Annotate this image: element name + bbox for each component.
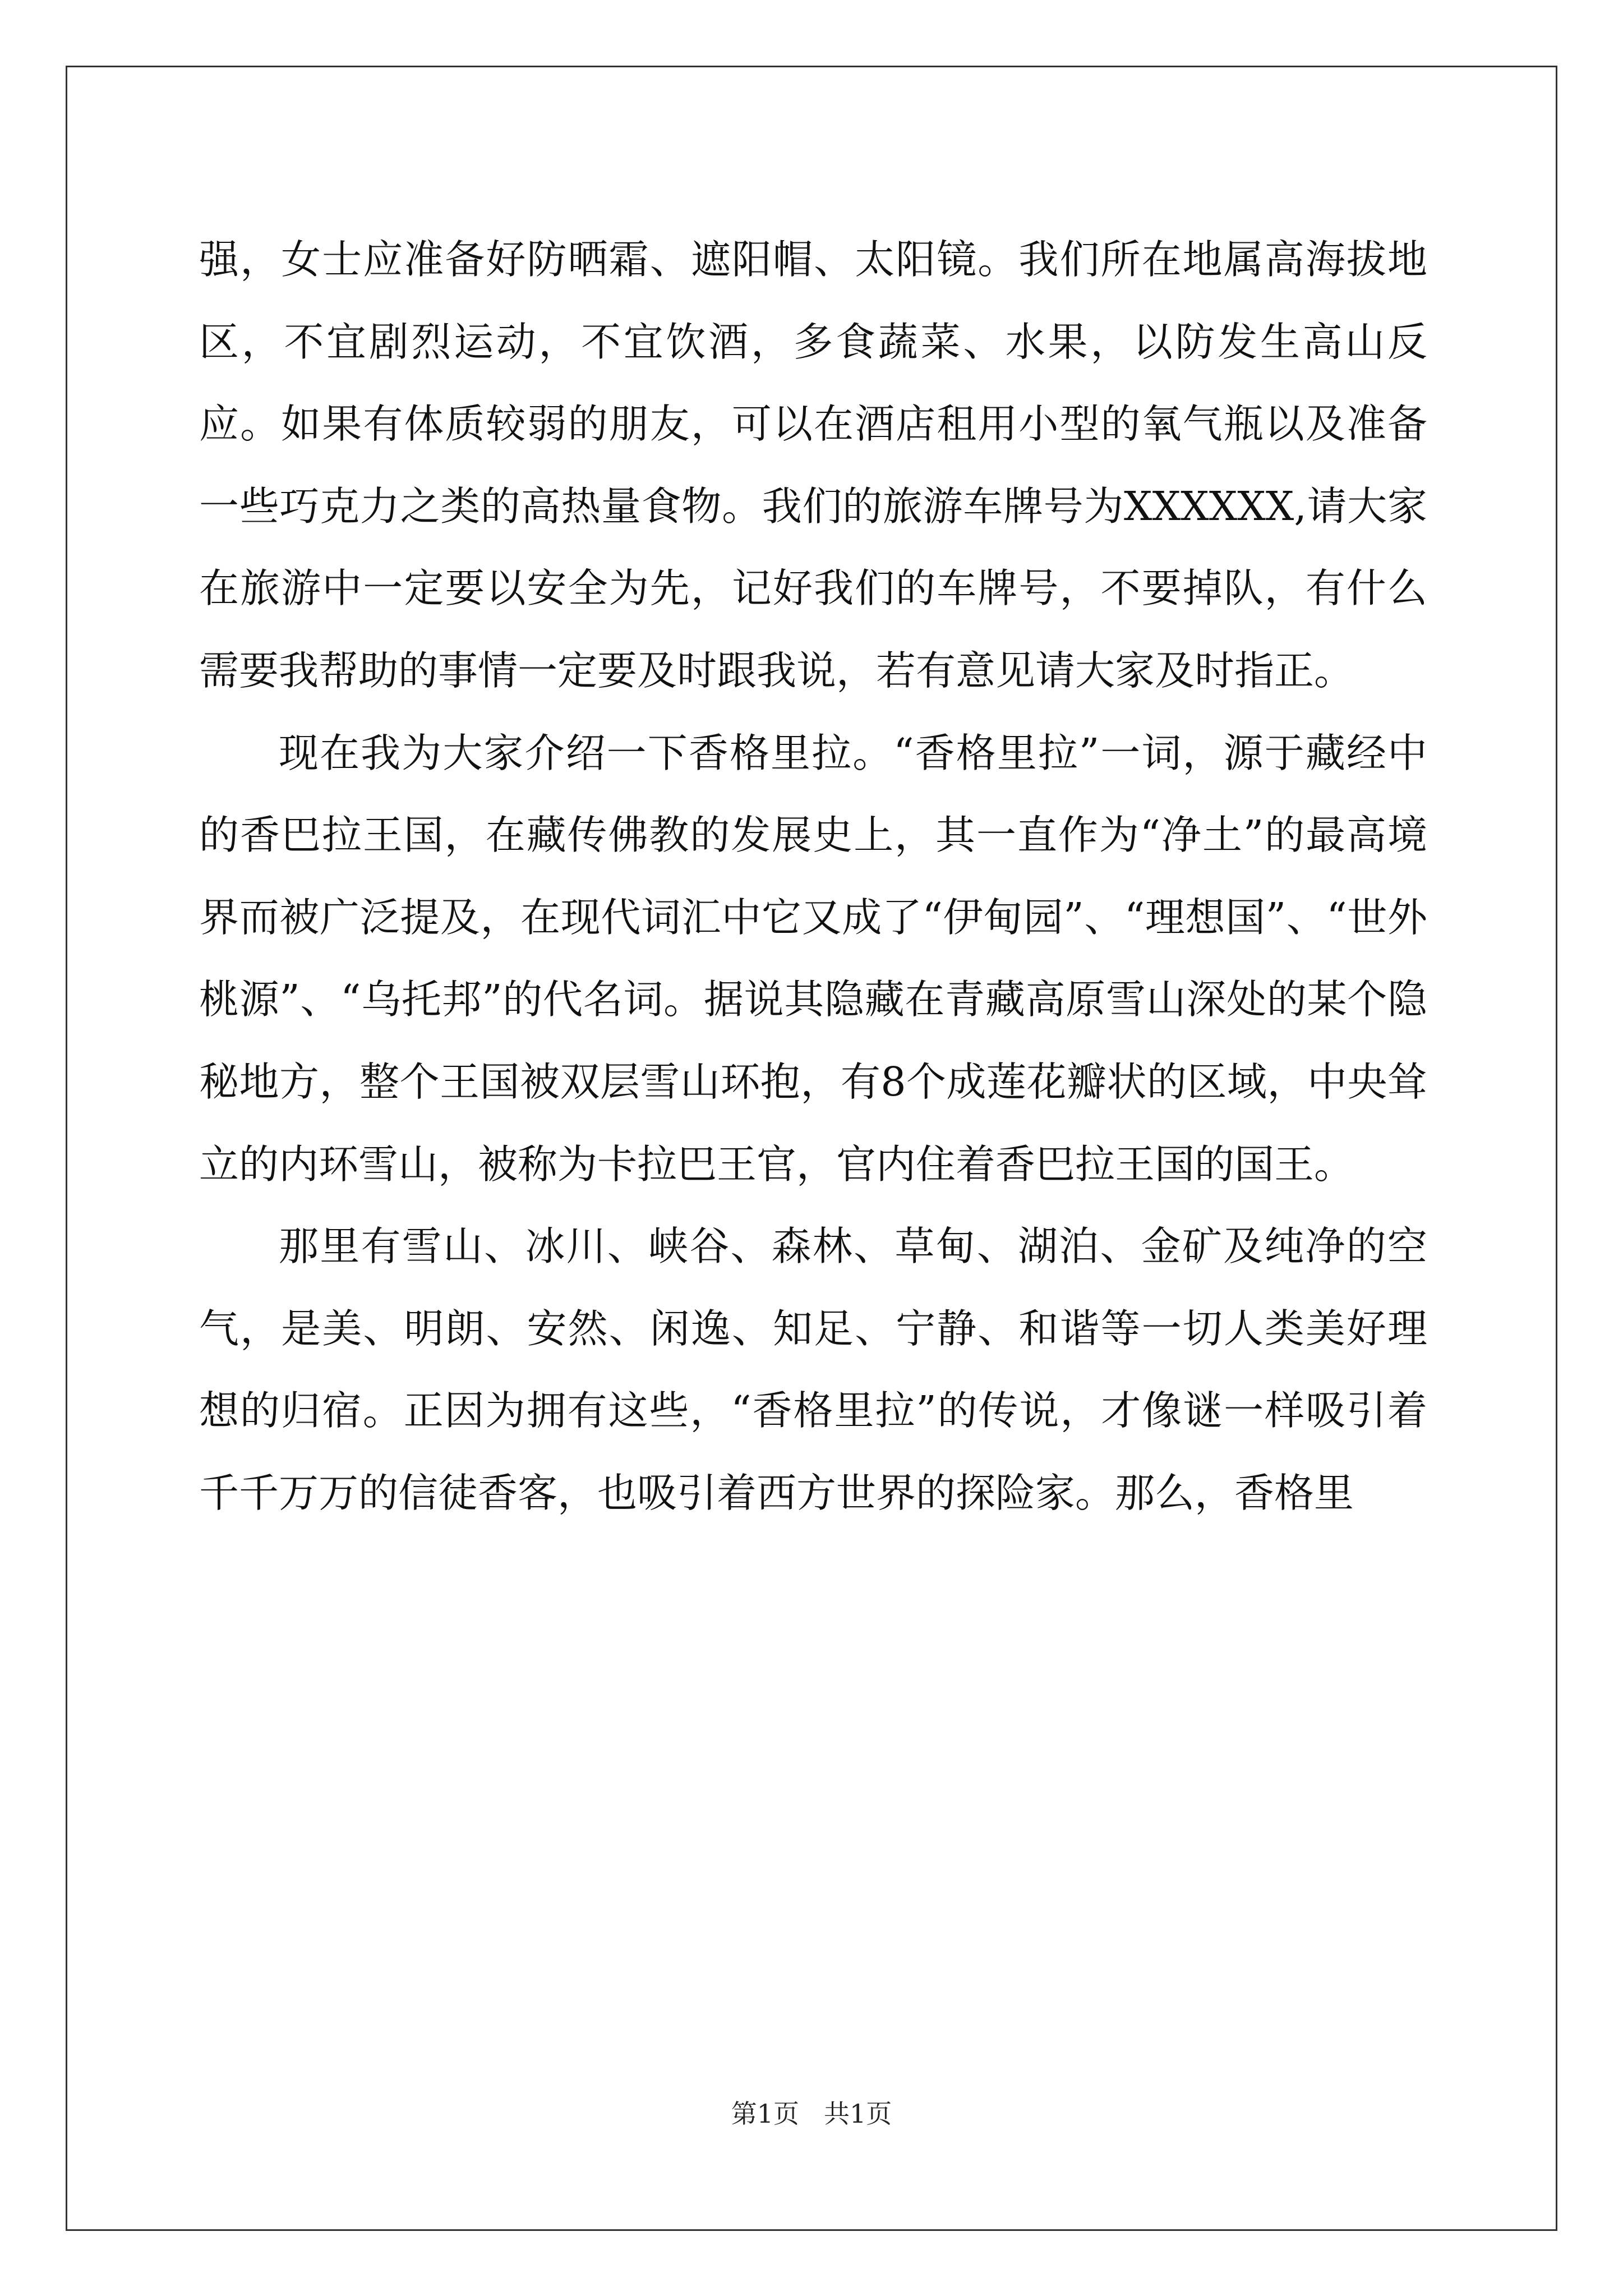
page-total: 共1页 [823, 2099, 892, 2129]
paragraph-3: 那里有雪山、冰川、峡谷、森林、草甸、湖泊、金矿及纯净的空气，是美、明朗、安然、闲逸、知足、宁静、和谐等一切人类美好理想的归宿。正因为拥有这些，“香格里拉”的传说，才像谜一样吸引着千千万万的信徒香客，也吸引着西方世界的探险家。那么，香格里 [199, 1223, 1427, 1516]
document-body [199, 219, 1427, 1535]
paragraph-1: 强，女士应准备好防晒霜、遮阳帽、太阳镜。我们所在地属高海拔地区，不宜剧烈运动，不宜饮酒，多食蔬菜、水果，以防发生高山反应。如果有体质较弱的朋友，可以在酒店租用小型的氧气瓶以及准备一些巧克力之类的高热量食物。我们的旅游车牌号为XXXXXX,请大家在旅游中一定要以安全为先，记好我们的车牌号，不要掉队，有什么需要我帮助的事情一定要及时跟我说，若有意见请大家及时指正。 [199, 236, 1427, 694]
page-footer [0, 2097, 1623, 2131]
paragraph-2: 现在我为大家介绍一下香格里拉。“香格里拉”一词，源于藏经中的香巴拉王国，在藏传佛教的发展史上，其一直作为“净土”的最高境界而被广泛提及，在现代词汇中它又成了“伊甸园”、“理想国”、“世外桃源”、“乌托邦”的代名词。据说其隐藏在青藏高原雪山深处的某个隐秘地方，整个王国被双层雪山环抱，有8个成莲花瓣状的区域，中央耸立的内环雪山，被称为卡拉巴王官，官内住着香巴拉王国的国王。 [199, 729, 1427, 1188]
page-number: 第1页 [731, 2099, 800, 2129]
footer-spacer [799, 2099, 824, 2129]
